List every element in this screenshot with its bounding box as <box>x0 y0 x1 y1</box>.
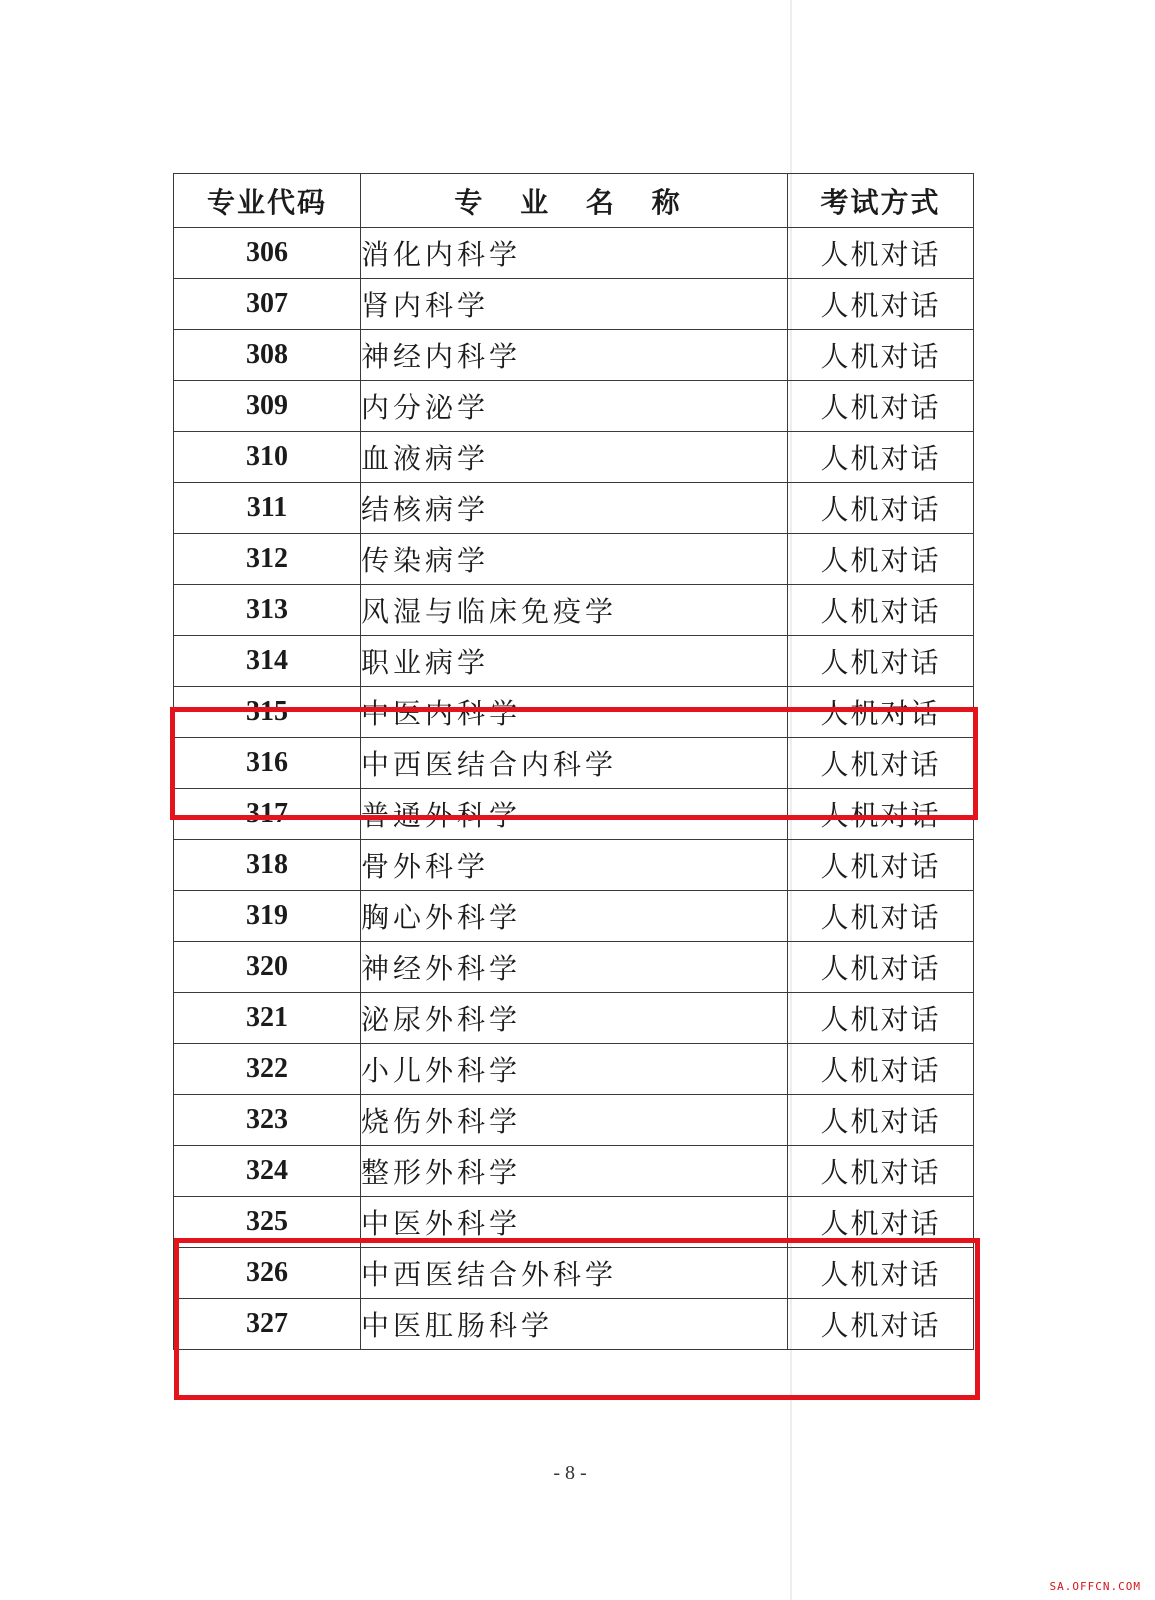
highlight-box-internal-medicine <box>170 707 978 820</box>
table-header-row <box>174 174 974 228</box>
exam-method: 人机对话 <box>788 891 974 942</box>
major-name: 普通外科学 <box>361 789 788 840</box>
exam-method: 人机对话 <box>788 279 974 330</box>
exam-method: 人机对话 <box>788 330 974 381</box>
major-name: 内分泌学 <box>361 381 788 432</box>
exam-method: 人机对话 <box>788 993 974 1044</box>
exam-method: 人机对话 <box>788 381 974 432</box>
major-name: 泌尿外科学 <box>361 993 788 1044</box>
major-code: 313 <box>174 585 361 636</box>
exam-method: 人机对话 <box>788 483 974 534</box>
table-row <box>174 483 974 534</box>
table-row <box>174 279 974 330</box>
major-code: 317 <box>174 789 361 840</box>
major-code: 309 <box>174 381 361 432</box>
major-code: 319 <box>174 891 361 942</box>
major-name: 结核病学 <box>361 483 788 534</box>
header-code: 专业代码 <box>174 174 361 228</box>
highlight-box-surgery <box>174 1238 980 1400</box>
table-row <box>174 1146 974 1197</box>
major-name: 中医肛肠科学 <box>361 1299 788 1350</box>
major-name: 传染病学 <box>361 534 788 585</box>
major-code: 323 <box>174 1095 361 1146</box>
exam-method: 人机对话 <box>788 228 974 279</box>
major-code: 326 <box>174 1248 361 1299</box>
table-row <box>174 942 974 993</box>
major-code: 325 <box>174 1197 361 1248</box>
header-method: 考试方式 <box>788 174 974 228</box>
page-number: - 8 - <box>553 1462 587 1484</box>
exam-method: 人机对话 <box>788 738 974 789</box>
major-code: 314 <box>174 636 361 687</box>
major-name: 神经外科学 <box>361 942 788 993</box>
major-code: 312 <box>174 534 361 585</box>
table-row <box>174 1095 974 1146</box>
exam-method: 人机对话 <box>788 1146 974 1197</box>
table-row <box>174 534 974 585</box>
major-name: 烧伤外科学 <box>361 1095 788 1146</box>
exam-method: 人机对话 <box>788 1044 974 1095</box>
major-code: 327 <box>174 1299 361 1350</box>
exam-method: 人机对话 <box>788 1248 974 1299</box>
table-row <box>174 228 974 279</box>
major-name: 中医外科学 <box>361 1197 788 1248</box>
major-code: 306 <box>174 228 361 279</box>
major-name: 骨外科学 <box>361 840 788 891</box>
exam-method: 人机对话 <box>788 1095 974 1146</box>
table-row <box>174 993 974 1044</box>
major-code: 315 <box>174 687 361 738</box>
table-row <box>174 330 974 381</box>
watermark: SA.OFFCN.COM <box>1049 1580 1141 1593</box>
major-code: 321 <box>174 993 361 1044</box>
major-name: 职业病学 <box>361 636 788 687</box>
major-name: 中医内科学 <box>361 687 788 738</box>
exam-method: 人机对话 <box>788 789 974 840</box>
exam-method: 人机对话 <box>788 1197 974 1248</box>
header-name: 专 业 名 称 <box>361 174 788 228</box>
exam-method: 人机对话 <box>788 1299 974 1350</box>
major-code: 311 <box>174 483 361 534</box>
major-name: 血液病学 <box>361 432 788 483</box>
exam-method: 人机对话 <box>788 840 974 891</box>
exam-method: 人机对话 <box>788 585 974 636</box>
table-row <box>174 432 974 483</box>
major-code: 307 <box>174 279 361 330</box>
major-name: 胸心外科学 <box>361 891 788 942</box>
exam-method: 人机对话 <box>788 432 974 483</box>
exam-method: 人机对话 <box>788 534 974 585</box>
major-code: 322 <box>174 1044 361 1095</box>
major-code: 324 <box>174 1146 361 1197</box>
major-name: 风湿与临床免疫学 <box>361 585 788 636</box>
major-name: 消化内科学 <box>361 228 788 279</box>
major-code: 318 <box>174 840 361 891</box>
table-row <box>174 1044 974 1095</box>
major-name: 中西医结合外科学 <box>361 1248 788 1299</box>
major-code: 310 <box>174 432 361 483</box>
major-code: 320 <box>174 942 361 993</box>
table-row <box>174 891 974 942</box>
exam-method: 人机对话 <box>788 687 974 738</box>
major-name: 整形外科学 <box>361 1146 788 1197</box>
major-name: 中西医结合内科学 <box>361 738 788 789</box>
table-row <box>174 840 974 891</box>
major-code: 316 <box>174 738 361 789</box>
exam-method: 人机对话 <box>788 942 974 993</box>
exam-method: 人机对话 <box>788 636 974 687</box>
major-name: 小儿外科学 <box>361 1044 788 1095</box>
table-row <box>174 381 974 432</box>
major-name: 肾内科学 <box>361 279 788 330</box>
major-name: 神经内科学 <box>361 330 788 381</box>
table-row <box>174 585 974 636</box>
major-code: 308 <box>174 330 361 381</box>
table-row <box>174 636 974 687</box>
